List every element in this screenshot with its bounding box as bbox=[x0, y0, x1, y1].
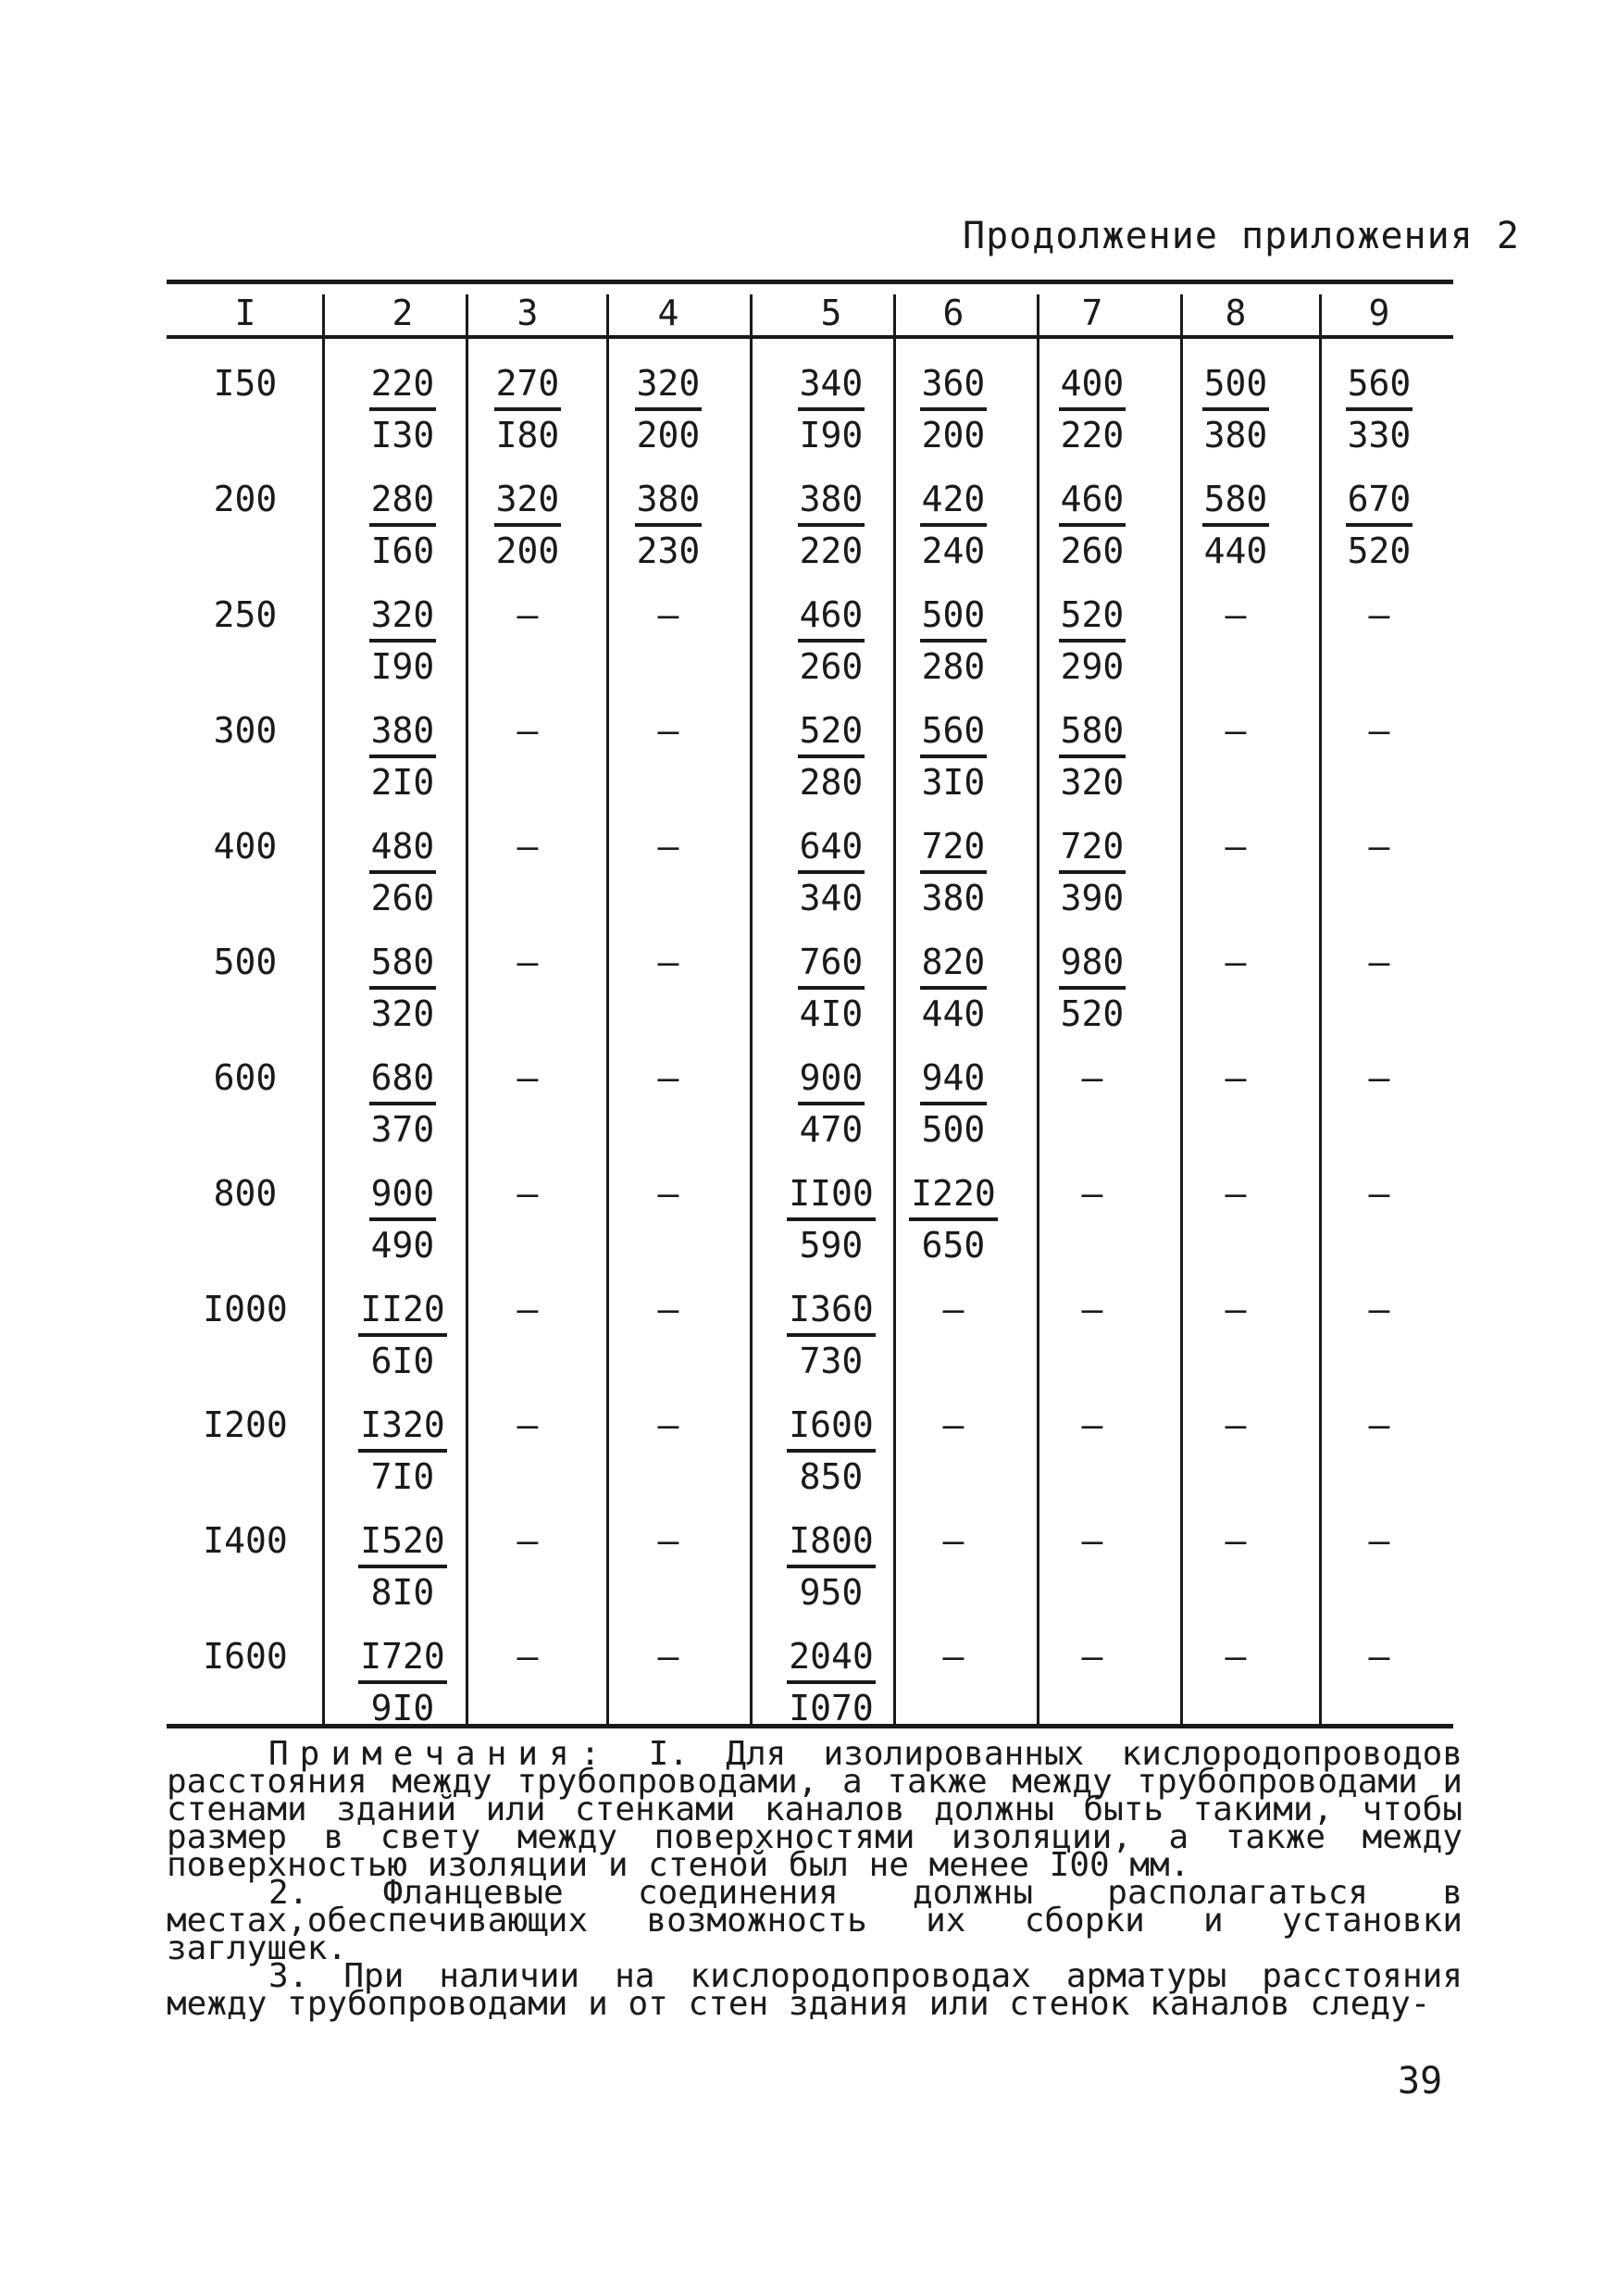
cell-lower-value: 340 bbox=[799, 878, 864, 918]
table-cell bbox=[1180, 824, 1291, 868]
cell-upper-value: 320 bbox=[635, 361, 703, 411]
cell-upper-value: 640 bbox=[798, 824, 865, 874]
table-cell bbox=[613, 708, 724, 753]
empty-dash: – bbox=[942, 1404, 965, 1445]
notes-block bbox=[167, 1735, 1462, 2023]
column-header: I bbox=[234, 293, 256, 333]
empty-dash: – bbox=[942, 1520, 965, 1561]
cell-upper-value: 560 bbox=[920, 708, 988, 758]
empty-dash: – bbox=[1081, 1404, 1103, 1445]
table-cell bbox=[1037, 1287, 1148, 1331]
cell-upper-value: 940 bbox=[920, 1055, 988, 1105]
table-cell bbox=[1180, 708, 1291, 753]
table-cell bbox=[472, 1518, 583, 1563]
table-cell bbox=[613, 1518, 724, 1563]
table-cell bbox=[1037, 1634, 1148, 1678]
notes-heading: Примечания: bbox=[268, 1735, 612, 1773]
row-diameter: I50 bbox=[213, 363, 278, 404]
column-divider bbox=[606, 294, 609, 1726]
table-cell bbox=[472, 1287, 583, 1331]
table-cell bbox=[1324, 708, 1435, 753]
cell-lower-value: 260 bbox=[370, 878, 435, 918]
cell-lower-value: 320 bbox=[1060, 762, 1125, 803]
table-cell bbox=[347, 477, 458, 573]
row-diameter: 300 bbox=[213, 710, 278, 751]
note-3: 3. При наличии на кислородопроводах арматуры расстояния между трубопроводами и от стен здания или стенок каналов следу- bbox=[167, 1957, 1462, 2023]
empty-dash: – bbox=[517, 1173, 539, 1214]
empty-dash: – bbox=[1081, 1057, 1103, 1098]
empty-dash: – bbox=[1081, 1520, 1103, 1561]
row-diameter: 800 bbox=[213, 1173, 278, 1214]
cell-upper-value: 500 bbox=[920, 593, 988, 643]
table-cell bbox=[1324, 1518, 1435, 1563]
empty-dash: – bbox=[517, 710, 539, 751]
table-cell bbox=[613, 1287, 724, 1331]
column-divider bbox=[893, 294, 896, 1726]
cell-upper-value: 720 bbox=[920, 824, 988, 874]
cell-upper-value: I220 bbox=[909, 1171, 998, 1221]
cell-upper-value: 670 bbox=[1346, 477, 1413, 527]
empty-dash: – bbox=[657, 1636, 679, 1677]
table-cell bbox=[613, 1403, 724, 1447]
table-cell bbox=[347, 1403, 458, 1499]
table-cell bbox=[1324, 940, 1435, 984]
empty-dash: – bbox=[657, 594, 679, 635]
empty-dash: – bbox=[1368, 826, 1390, 867]
table-cell bbox=[347, 1055, 458, 1152]
cell-lower-value: 230 bbox=[636, 530, 701, 571]
cell-upper-value: 320 bbox=[369, 593, 437, 643]
empty-dash: – bbox=[657, 1173, 679, 1214]
column-divider bbox=[322, 294, 325, 1726]
empty-dash: – bbox=[1225, 710, 1247, 751]
cell-lower-value: 4I0 bbox=[799, 993, 864, 1034]
cell-lower-value: 850 bbox=[799, 1456, 864, 1497]
cell-upper-value: 360 bbox=[920, 361, 988, 411]
row-diameter: 600 bbox=[213, 1057, 278, 1098]
cell-upper-value: II00 bbox=[787, 1171, 876, 1221]
table-cell bbox=[347, 1518, 458, 1615]
empty-dash: – bbox=[1368, 1173, 1390, 1214]
cell-upper-value: 720 bbox=[1059, 824, 1126, 874]
cell-upper-value: 580 bbox=[1202, 477, 1270, 527]
empty-dash: – bbox=[1368, 1289, 1390, 1329]
column-header: 6 bbox=[942, 293, 965, 333]
cell-lower-value: 200 bbox=[921, 415, 986, 455]
empty-dash: – bbox=[942, 1636, 965, 1677]
cell-lower-value: 470 bbox=[799, 1109, 864, 1150]
empty-dash: – bbox=[657, 942, 679, 982]
cell-upper-value: I600 bbox=[787, 1403, 876, 1453]
row-diameter: 500 bbox=[213, 942, 278, 982]
cell-lower-value: 220 bbox=[799, 530, 864, 571]
table-cell bbox=[1180, 940, 1291, 984]
cell-upper-value: 380 bbox=[369, 708, 437, 758]
row-diameter: I200 bbox=[203, 1404, 288, 1445]
table-cell bbox=[776, 940, 887, 1036]
table-cell bbox=[1037, 1403, 1148, 1447]
table-cell bbox=[898, 593, 1009, 689]
table-cell bbox=[347, 708, 458, 805]
cell-lower-value: 330 bbox=[1347, 415, 1412, 455]
cell-lower-value: 950 bbox=[799, 1572, 864, 1613]
cell-lower-value: 520 bbox=[1060, 993, 1125, 1034]
table-cell bbox=[1180, 477, 1291, 573]
table-cell bbox=[1037, 361, 1148, 457]
table-cell bbox=[898, 824, 1009, 920]
empty-dash: – bbox=[1225, 1057, 1247, 1098]
cell-lower-value: I30 bbox=[370, 415, 435, 455]
cell-lower-value: 490 bbox=[370, 1225, 435, 1266]
empty-dash: – bbox=[1081, 1289, 1103, 1329]
cell-lower-value: 320 bbox=[370, 993, 435, 1034]
cell-upper-value: I720 bbox=[358, 1634, 447, 1684]
cell-upper-value: 270 bbox=[494, 361, 562, 411]
cell-upper-value: 280 bbox=[369, 477, 437, 527]
table-cell bbox=[1037, 824, 1148, 920]
table-cell bbox=[1180, 1403, 1291, 1447]
empty-dash: – bbox=[517, 1404, 539, 1445]
cell-lower-value: 370 bbox=[370, 1109, 435, 1150]
empty-dash: – bbox=[1368, 594, 1390, 635]
table-cell bbox=[472, 1055, 583, 1100]
table-cell bbox=[776, 1171, 887, 1267]
cell-upper-value: 460 bbox=[798, 593, 865, 643]
cell-upper-value: 520 bbox=[798, 708, 865, 758]
table-header-rule bbox=[167, 335, 1453, 339]
cell-lower-value: 200 bbox=[495, 530, 560, 571]
page-header: Продолжение приложения 2 bbox=[963, 215, 1520, 257]
table-cell bbox=[776, 708, 887, 805]
column-divider bbox=[1319, 294, 1322, 1726]
table-cell bbox=[1180, 1055, 1291, 1100]
table-cell bbox=[347, 1287, 458, 1383]
table-cell bbox=[472, 1171, 583, 1216]
row-diameter: 250 bbox=[213, 594, 278, 635]
table-cell bbox=[1037, 1171, 1148, 1216]
cell-upper-value: 220 bbox=[369, 361, 437, 411]
table-cell bbox=[776, 593, 887, 689]
table-cell bbox=[613, 1171, 724, 1216]
cell-upper-value: 340 bbox=[798, 361, 865, 411]
cell-upper-value: 480 bbox=[369, 824, 437, 874]
cell-upper-value: 380 bbox=[635, 477, 703, 527]
table-cell bbox=[472, 824, 583, 868]
row-diameter: 200 bbox=[213, 479, 278, 519]
table-cell bbox=[613, 940, 724, 984]
cell-lower-value: 440 bbox=[921, 993, 986, 1034]
row-diameter: I600 bbox=[203, 1636, 288, 1677]
column-header: 7 bbox=[1081, 293, 1103, 333]
cell-lower-value: 260 bbox=[1060, 530, 1125, 571]
cell-upper-value: 320 bbox=[494, 477, 562, 527]
table-cell bbox=[898, 1171, 1009, 1267]
empty-dash: – bbox=[1368, 1057, 1390, 1098]
table-cell bbox=[1037, 708, 1148, 805]
cell-upper-value: I520 bbox=[358, 1518, 447, 1568]
table-cell bbox=[347, 1171, 458, 1267]
empty-dash: – bbox=[1225, 942, 1247, 982]
empty-dash: – bbox=[517, 594, 539, 635]
table-cell bbox=[472, 593, 583, 637]
column-header: 8 bbox=[1225, 293, 1247, 333]
cell-upper-value: 560 bbox=[1346, 361, 1413, 411]
note-2: 2. Фланцевые соединения должны располагаться в местах,обеспечивающих возможность их сборки и установки заглушек. bbox=[167, 1874, 1462, 1967]
cell-lower-value: 8I0 bbox=[370, 1572, 435, 1613]
cell-upper-value: 460 bbox=[1059, 477, 1126, 527]
empty-dash: – bbox=[517, 1057, 539, 1098]
table-cell bbox=[472, 361, 583, 457]
table-cell bbox=[1180, 1634, 1291, 1678]
empty-dash: – bbox=[1368, 1520, 1390, 1561]
table-cell bbox=[898, 1287, 1009, 1331]
column-header: 9 bbox=[1368, 293, 1390, 333]
table-cell bbox=[613, 824, 724, 868]
cell-lower-value: 280 bbox=[921, 646, 986, 687]
cell-lower-value: I90 bbox=[370, 646, 435, 687]
cell-lower-value: I80 bbox=[495, 415, 560, 455]
table-cell bbox=[898, 1518, 1009, 1563]
empty-dash: – bbox=[657, 1289, 679, 1329]
table-cell bbox=[776, 1634, 887, 1730]
empty-dash: – bbox=[517, 826, 539, 867]
table-cell bbox=[1037, 1055, 1148, 1100]
cell-upper-value: 820 bbox=[920, 940, 988, 990]
cell-upper-value: 580 bbox=[369, 940, 437, 990]
column-divider bbox=[466, 294, 468, 1726]
table-cell bbox=[347, 824, 458, 920]
cell-lower-value: 380 bbox=[921, 878, 986, 918]
cell-lower-value: 240 bbox=[921, 530, 986, 571]
table-cell bbox=[613, 361, 724, 457]
empty-dash: – bbox=[657, 710, 679, 751]
cell-upper-value: 580 bbox=[1059, 708, 1126, 758]
table-cell bbox=[347, 593, 458, 689]
table-cell bbox=[1324, 1634, 1435, 1678]
table-cell bbox=[1180, 1171, 1291, 1216]
table-cell bbox=[898, 940, 1009, 1036]
cell-lower-value: I070 bbox=[789, 1688, 874, 1728]
cell-lower-value: I60 bbox=[370, 530, 435, 571]
cell-lower-value: 280 bbox=[799, 762, 864, 803]
empty-dash: – bbox=[942, 1289, 965, 1329]
empty-dash: – bbox=[1225, 1520, 1247, 1561]
table-cell bbox=[613, 1055, 724, 1100]
table-cell bbox=[472, 940, 583, 984]
table-cell bbox=[898, 361, 1009, 457]
cell-lower-value: 390 bbox=[1060, 878, 1125, 918]
page-number: 39 bbox=[1398, 2060, 1443, 2103]
empty-dash: – bbox=[657, 1520, 679, 1561]
cell-upper-value: I320 bbox=[358, 1403, 447, 1453]
table-cell bbox=[613, 1634, 724, 1678]
empty-dash: – bbox=[1368, 1636, 1390, 1677]
table-cell bbox=[1037, 477, 1148, 573]
table-top-rule bbox=[167, 280, 1453, 284]
table-cell bbox=[613, 477, 724, 573]
empty-dash: – bbox=[1225, 1289, 1247, 1329]
cell-upper-value: 520 bbox=[1059, 593, 1126, 643]
table-cell bbox=[898, 1634, 1009, 1678]
table-cell bbox=[776, 824, 887, 920]
cell-lower-value: 520 bbox=[1347, 530, 1412, 571]
table-cell bbox=[472, 1634, 583, 1678]
empty-dash: – bbox=[1225, 594, 1247, 635]
cell-lower-value: 650 bbox=[921, 1225, 986, 1266]
table-cell bbox=[1180, 1287, 1291, 1331]
column-divider bbox=[750, 294, 753, 1726]
empty-dash: – bbox=[1368, 1404, 1390, 1445]
table-cell bbox=[347, 361, 458, 457]
empty-dash: – bbox=[1081, 1173, 1103, 1214]
row-diameter: I400 bbox=[203, 1520, 288, 1561]
column-header: 2 bbox=[392, 293, 414, 333]
empty-dash: – bbox=[517, 1520, 539, 1561]
table-cell bbox=[1180, 361, 1291, 457]
table-cell bbox=[613, 593, 724, 637]
table-cell bbox=[1324, 1055, 1435, 1100]
cell-lower-value: 590 bbox=[799, 1225, 864, 1266]
table-cell bbox=[347, 1634, 458, 1730]
table-cell bbox=[1037, 940, 1148, 1036]
cell-lower-value: 200 bbox=[636, 415, 701, 455]
table-cell bbox=[776, 361, 887, 457]
table-cell bbox=[472, 477, 583, 573]
empty-dash: – bbox=[657, 1057, 679, 1098]
table-cell bbox=[1324, 1171, 1435, 1216]
table-cell bbox=[1037, 593, 1148, 689]
cell-upper-value: 900 bbox=[369, 1171, 437, 1221]
cell-upper-value: 2040 bbox=[787, 1634, 876, 1684]
cell-lower-value: 220 bbox=[1060, 415, 1125, 455]
cell-upper-value: 680 bbox=[369, 1055, 437, 1105]
cell-lower-value: 440 bbox=[1203, 530, 1268, 571]
empty-dash: – bbox=[1225, 826, 1247, 867]
empty-dash: – bbox=[517, 1289, 539, 1329]
table-cell bbox=[347, 940, 458, 1036]
empty-dash: – bbox=[657, 826, 679, 867]
cell-lower-value: 500 bbox=[921, 1109, 986, 1150]
table-cell bbox=[1324, 824, 1435, 868]
table-cell bbox=[898, 1403, 1009, 1447]
cell-upper-value: 980 bbox=[1059, 940, 1126, 990]
cell-upper-value: 380 bbox=[798, 477, 865, 527]
cell-upper-value: 420 bbox=[920, 477, 988, 527]
table-cell bbox=[1324, 361, 1435, 457]
table-cell bbox=[1037, 1518, 1148, 1563]
table-cell bbox=[776, 477, 887, 573]
cell-lower-value: 6I0 bbox=[370, 1341, 435, 1381]
cell-lower-value: 3I0 bbox=[921, 762, 986, 803]
table-cell bbox=[776, 1518, 887, 1615]
cell-upper-value: 760 bbox=[798, 940, 865, 990]
table-cell bbox=[776, 1287, 887, 1383]
table-cell bbox=[1324, 477, 1435, 573]
cell-upper-value: II20 bbox=[358, 1287, 447, 1337]
row-diameter: 400 bbox=[213, 826, 278, 867]
column-header: 4 bbox=[657, 293, 679, 333]
cell-lower-value: 260 bbox=[799, 646, 864, 687]
empty-dash: – bbox=[1225, 1636, 1247, 1677]
cell-upper-value: 900 bbox=[798, 1055, 865, 1105]
empty-dash: – bbox=[517, 942, 539, 982]
empty-dash: – bbox=[1368, 710, 1390, 751]
cell-lower-value: 730 bbox=[799, 1341, 864, 1381]
cell-upper-value: 500 bbox=[1202, 361, 1270, 411]
note-1: I. Для изолированных кислородопроводов расстояния между трубопроводами, а также между трубопроводами и стенами зданий или стенками каналов должны быть такими, чтобы размер в свету между поверхностями изоляции, а также между поверхностью изоляции и стеной был не менее I00 мм. bbox=[167, 1735, 1462, 1884]
table-cell bbox=[898, 1055, 1009, 1152]
cell-lower-value: I90 bbox=[799, 415, 864, 455]
cell-upper-value: I360 bbox=[787, 1287, 876, 1337]
empty-dash: – bbox=[517, 1636, 539, 1677]
cell-lower-value: 7I0 bbox=[370, 1456, 435, 1497]
empty-dash: – bbox=[657, 1404, 679, 1445]
cell-upper-value: I800 bbox=[787, 1518, 876, 1568]
table-cell bbox=[776, 1055, 887, 1152]
empty-dash: – bbox=[1368, 942, 1390, 982]
table-cell bbox=[1324, 1287, 1435, 1331]
cell-upper-value: 400 bbox=[1059, 361, 1126, 411]
cell-lower-value: 9I0 bbox=[370, 1688, 435, 1728]
empty-dash: – bbox=[1081, 1636, 1103, 1677]
table-cell bbox=[898, 477, 1009, 573]
empty-dash: – bbox=[1225, 1173, 1247, 1214]
column-header: 5 bbox=[820, 293, 842, 333]
table-cell bbox=[1180, 593, 1291, 637]
cell-lower-value: 380 bbox=[1203, 415, 1268, 455]
cell-lower-value: 2I0 bbox=[370, 762, 435, 803]
table-cell bbox=[1324, 593, 1435, 637]
table-cell bbox=[1180, 1518, 1291, 1563]
table-cell bbox=[472, 1403, 583, 1447]
table-cell bbox=[1324, 1403, 1435, 1447]
empty-dash: – bbox=[1225, 1404, 1247, 1445]
table-cell bbox=[898, 708, 1009, 805]
cell-lower-value: 290 bbox=[1060, 646, 1125, 687]
column-header: 3 bbox=[517, 293, 539, 333]
table-cell bbox=[776, 1403, 887, 1499]
table-cell bbox=[472, 708, 583, 753]
row-diameter: I000 bbox=[203, 1289, 288, 1329]
